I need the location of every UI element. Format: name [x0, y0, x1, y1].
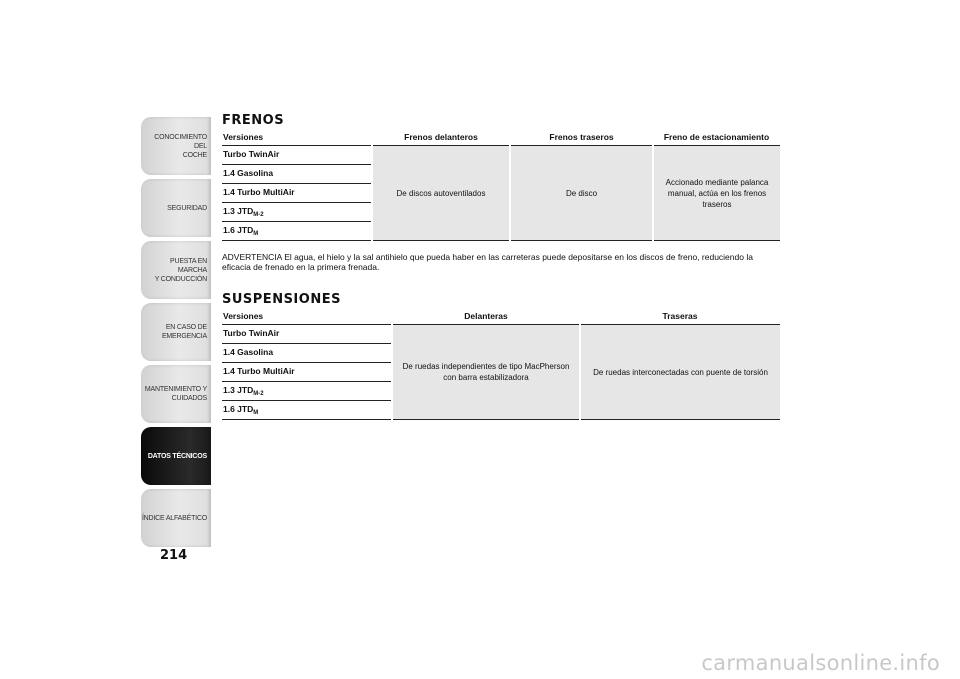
table-row — [222, 325, 780, 344]
table-row — [222, 146, 780, 165]
table-header-row — [222, 308, 780, 325]
section-tabs — [141, 117, 211, 551]
version-cell: 1.6 $JTD_M$ — [222, 222, 372, 241]
suspension-delantera-value: De ruedas independientes de tipo MacPherson con barra estabilizadora — [392, 325, 580, 420]
page-number: 214 — [160, 548, 188, 563]
tab-emergencia[interactable]: EN CASO DE EMERGENCIA — [141, 303, 211, 361]
header-frenos-delanteros: Frenos delanteros — [372, 129, 510, 146]
frenos-delanteros-value: De discos autoventilados — [372, 146, 510, 241]
tab-datos-tecnicos[interactable]: DATOS TÉCNICOS — [141, 427, 211, 485]
version-cell: 1.3 $JTD_{M-2}$ — [222, 203, 372, 222]
version-cell: 1.3 $JTD_{M-2}$ — [222, 382, 392, 401]
version-cell: 1.4 Turbo MultiAir — [222, 363, 392, 382]
suspension-trasera-value: De ruedas interconectadas con puente de torsión — [580, 325, 780, 420]
table-header-row — [222, 129, 780, 146]
version-cell: Turbo TwinAir — [222, 146, 372, 165]
header-delanteras: Delanteras — [392, 308, 580, 325]
header-versiones: Versiones — [222, 308, 392, 325]
frenos-traseros-value: De disco — [510, 146, 653, 241]
version-cell: Turbo TwinAir — [222, 325, 392, 344]
tab-seguridad[interactable]: SEGURIDAD — [141, 179, 211, 237]
brake-warning-text: ADVERTENCIA El agua, el hielo y la sal antihielo que pueda haber en las carreteras puede depositarse en los discos de freno, reduciendo la eficacia de frenado en la primera frenada. — [222, 252, 753, 272]
tab-conocimiento[interactable]: CONOCIMIENTO DEL COCHE — [141, 117, 211, 175]
tab-mantenimiento[interactable]: MANTENIMIENTO Y CUIDADOS — [141, 365, 211, 423]
suspensiones-table — [222, 308, 780, 420]
header-freno-estacionamiento: Freno de estacionamiento — [653, 129, 780, 146]
version-cell: 1.4 Turbo MultiAir — [222, 184, 372, 203]
version-cell: 1.6 $JTD_M$ — [222, 401, 392, 420]
frenos-title: FRENOS — [222, 113, 285, 128]
freno-estacionamiento-value: Accionado mediante palanca manual, actúa en los frenos traseros — [653, 146, 780, 241]
frenos-table — [222, 129, 780, 241]
tab-puesta-en-marcha[interactable]: PUESTA EN MARCHA Y CONDUCCIÓN — [141, 241, 211, 299]
header-traseras: Traseras — [580, 308, 780, 325]
header-frenos-traseros: Frenos traseros — [510, 129, 653, 146]
version-cell: 1.4 Gasolina — [222, 165, 372, 184]
watermark: carmanualsonline.info — [701, 651, 940, 675]
header-versiones: Versiones — [222, 129, 372, 146]
suspensiones-title: SUSPENSIONES — [222, 292, 341, 307]
version-cell: 1.4 Gasolina — [222, 344, 392, 363]
tab-indice-alfabetico[interactable]: ÍNDICE ALFABÉTICO — [141, 489, 211, 547]
